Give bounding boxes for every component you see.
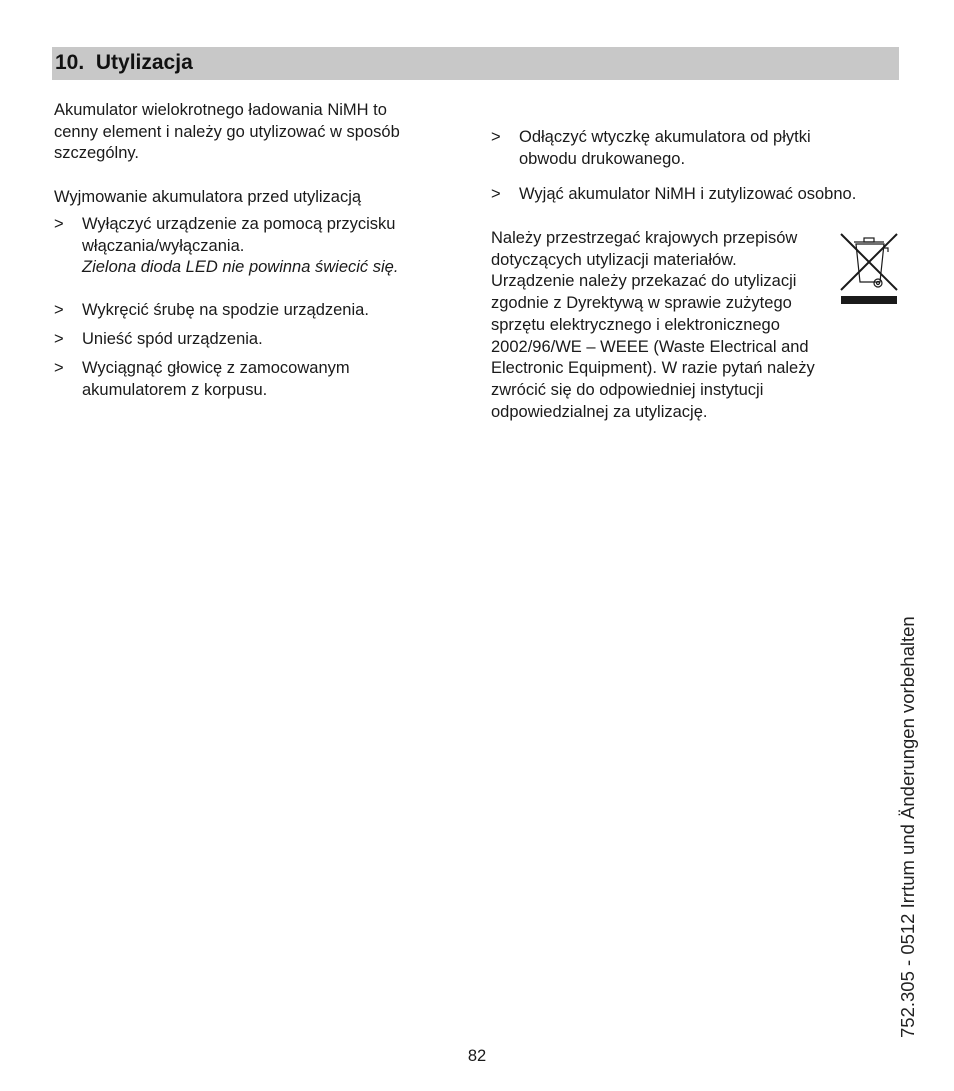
intro-line: Akumulator wielokrotnego ładowania NiMH to: [54, 101, 387, 119]
step-line: obwodu drukowanego.: [519, 149, 686, 168]
disposal-line: odpowiedzialnej za utylizację.: [491, 402, 708, 421]
disposal-line: zwrócić się do odpowiedniej instytucji: [491, 380, 764, 399]
step-marker: >: [491, 185, 501, 203]
section-number: 10.: [55, 51, 85, 74]
disposal-paragraph: [491, 228, 815, 423]
section-title: [55, 51, 193, 75]
disposal-line: Electronic Equipment). W razie pytań należy: [491, 359, 815, 378]
section-title-text: Utylizacja: [95, 51, 193, 74]
step-note: Zielona dioda LED nie powinna świecić się.: [82, 258, 399, 277]
step-marker: >: [491, 128, 501, 146]
crossed-out-wheelie-bin-icon: [838, 232, 900, 306]
disposal-line: 2002/96/WE – WEEE (Waste Electrical and: [491, 337, 809, 356]
intro-paragraph: [54, 100, 400, 165]
step-line: Odłączyć wtyczkę akumulatora od płytki: [519, 128, 811, 146]
step-line: Wyłączyć urządzenie za pomocą przycisku: [82, 215, 396, 233]
step-line: Wyciągnąć głowicę z zamocowanym: [82, 359, 350, 377]
document-reference-note: 752.305 - 0512 Irrtum und Änderungen vorbehalten: [897, 616, 918, 1038]
disposal-line: Należy przestrzegać krajowych przepisów: [491, 229, 798, 247]
step-line: Wyjąć akumulator NiMH i zutylizować osobno.: [519, 185, 857, 203]
step-marker: >: [54, 330, 64, 348]
disposal-line: dotyczących utylizacji materiałów.: [491, 250, 737, 269]
step-marker: >: [54, 359, 64, 377]
step-line: Wykręcić śrubę na spodzie urządzenia.: [82, 301, 369, 319]
step-marker: >: [54, 301, 64, 319]
disposal-line: Urządzenie należy przekazać do utylizacji: [491, 272, 797, 291]
intro-line: szczególny.: [54, 144, 139, 163]
step-line: akumulatorem z korpusu.: [82, 380, 268, 399]
section-header: [52, 47, 899, 80]
step-marker: >: [54, 215, 64, 233]
subheading: Wyjmowanie akumulatora przed utylizacją: [54, 188, 362, 206]
disposal-line: zgodnie z Dyrektywą w sprawie zużytego: [491, 294, 792, 313]
page-number: 82: [467, 1047, 487, 1065]
disposal-line: sprzętu elektrycznego i elektronicznego: [491, 315, 780, 334]
intro-line: cenny element i należy go utylizować w sposób: [54, 122, 400, 141]
step-line: włączania/wyłączania.: [82, 236, 245, 255]
step-line: Unieść spód urządzenia.: [82, 330, 263, 348]
